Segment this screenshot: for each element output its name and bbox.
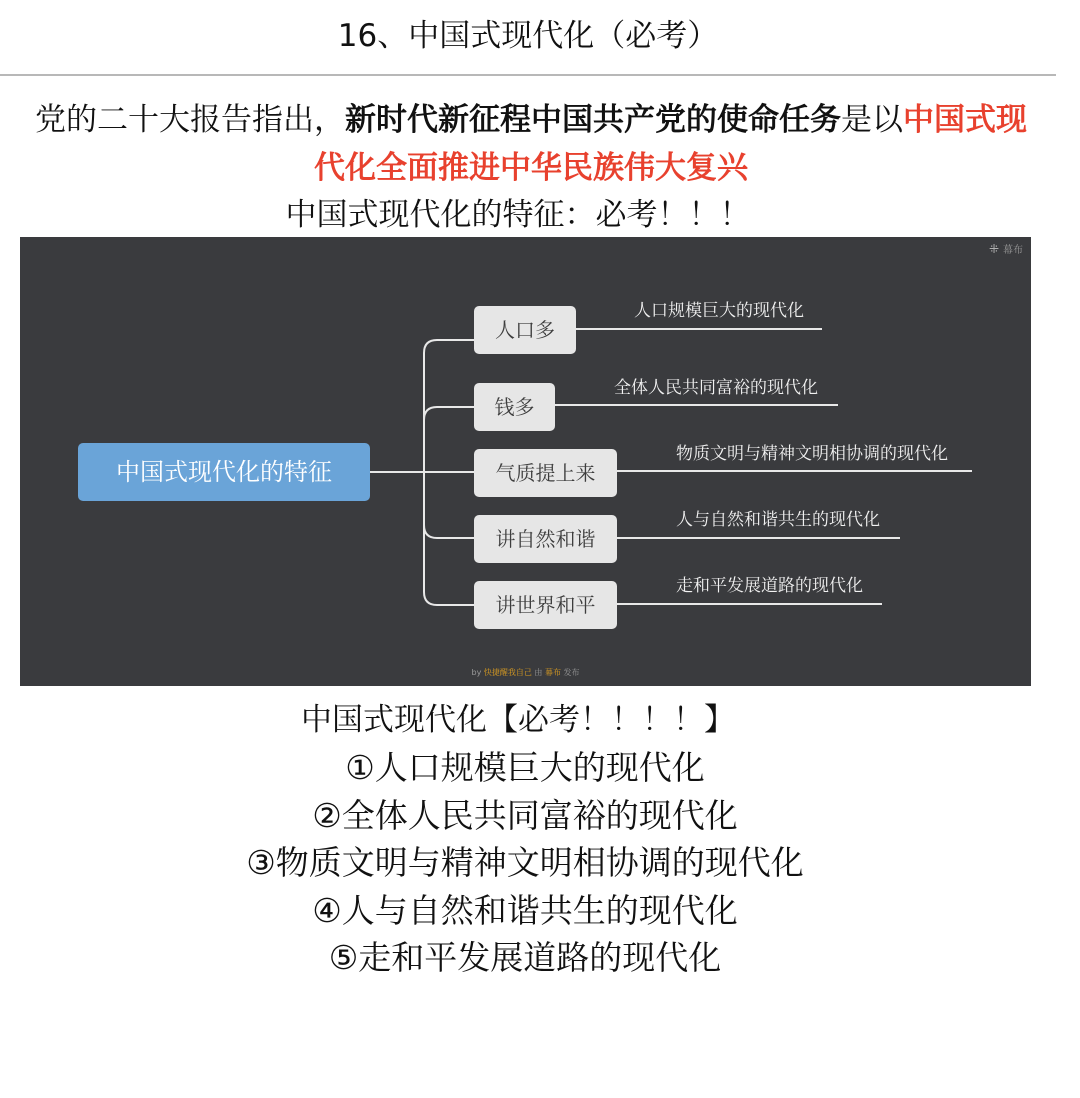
credit-author: 快捷醒我自己 [483,668,532,677]
mubu-brand [989,241,1023,256]
credit-platform: 幕布 [544,668,561,677]
subheading: 中国式现代化的特征：必考！！！ [285,197,751,233]
mindmap-node-2: 钱多 [474,383,555,431]
mindmap-detail-3: 物质文明与精神文明相协调的现代化 [676,444,948,464]
mindmap-detail-4: 人与自然和谐共生的现代化 [676,510,880,530]
mindmap-image [20,237,1031,686]
mindmap-detail-2: 全体人民共同富裕的现代化 [614,378,818,398]
mubu-brand-label: 幕布 [1003,245,1023,256]
intro-bold-text: 新时代新征程中国共产党的使命任务 [345,102,841,138]
mindmap-root-node: 中国式现代化的特征 [78,443,370,501]
page-title: 16、中国式现代化（必考） [337,18,719,54]
list-item: ③物质文明与精神文明相协调的现代化 [246,843,804,882]
intro-connector: 是以 [841,102,903,138]
intro-text: 党的二十大报告指出， [35,102,345,138]
connector-branch-2 [424,407,474,420]
mindmap-node-5: 讲世界和平 [474,581,617,629]
mindmap-node-4: 讲自然和谐 [474,515,617,563]
mindmap-detail-5: 走和平发展道路的现代化 [676,576,863,596]
credit-publish: 发布 [563,668,580,677]
mindmap-node-1: 人口多 [474,306,576,354]
credit-from: 由 [534,668,543,677]
mubu-logo-icon: ⁜ [988,241,999,256]
intro-red-text-2: 代化全面推进中华民族伟大复兴 [314,150,748,186]
list-item: ④人与自然和谐共生的现代化 [312,890,738,930]
intro-line-1 [0,96,1062,144]
list-title: 中国式现代化【必考！！！！】 [301,702,735,738]
connector-branch-4 [424,525,474,538]
list-item: ②全体人民共同富裕的现代化 [312,795,738,835]
mindmap-detail-1: 人口规模巨大的现代化 [634,301,804,321]
mindmap-credit [20,667,1031,678]
title-divider [0,74,1056,76]
list-item: ①人口规模巨大的现代化 [345,748,705,787]
list-item: ⑤走和平发展道路的现代化 [328,938,722,977]
intro-paragraph [0,96,1062,192]
mindmap-node-3: 气质提上来 [474,449,617,497]
credit-by: by [471,668,482,677]
characteristics-list [0,744,1050,982]
intro-red-text-1: 中国式现 [903,102,1027,138]
